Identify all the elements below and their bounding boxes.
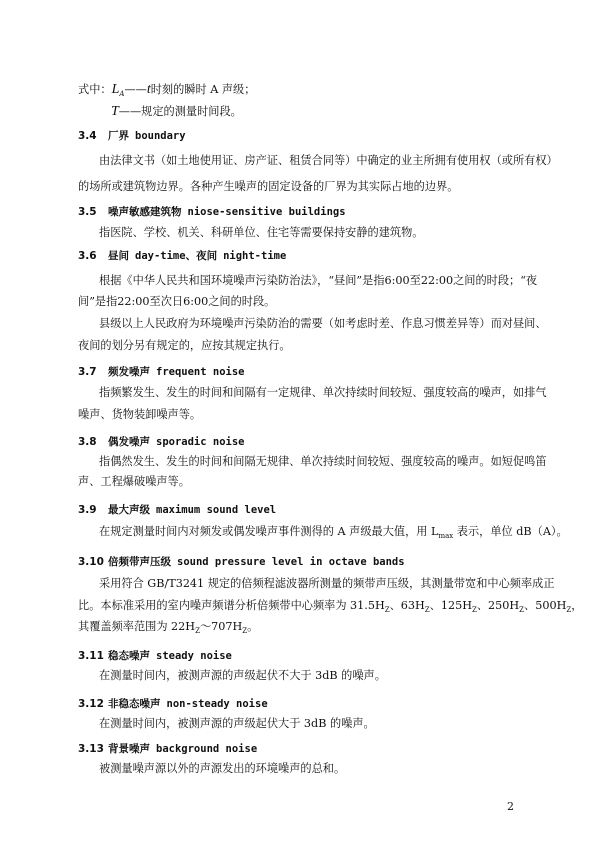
heading-en: steady noise — [156, 650, 232, 662]
heading-zh: 倍频带声压级 — [108, 556, 171, 568]
para-3-4-line1: 由法律文书（如土地使用证、房产证、租赁合同等）中确定的业主所拥有使用权（或所有权） — [99, 154, 558, 167]
heading-en: non-steady noise — [166, 698, 268, 710]
heading-3-12 — [78, 696, 268, 712]
text-run: 比。本标准采用的室内噪声频谱分析倍频带中心频率为 31.5H — [78, 599, 385, 612]
heading-zh: 噪声敏感建筑物 — [108, 206, 182, 218]
para-3-6-line2: 间”是指22:00至次日6:00之间的时段。 — [78, 295, 276, 308]
t-desc: ——规定的测量时间段。 — [118, 105, 242, 118]
heading-zh: 昼间 — [108, 250, 129, 262]
text-run: 其覆盖频率范围为 22H — [78, 620, 196, 633]
text-run: 在规定测量时间内对频发或偶发噪声事件测得的 A 声级最大值，用 L — [99, 525, 439, 538]
heading-number: 3.9 — [78, 504, 97, 516]
text-run: 、500H — [524, 599, 567, 612]
la-desc: 时刻的瞬时 A 声级； — [150, 83, 256, 96]
heading-zh: 最大声级 — [108, 504, 150, 516]
para-3-13-line1: 被测量噪声源以外的声源发出的环境噪声的总和。 — [99, 762, 346, 775]
la-subscript: A — [119, 90, 125, 99]
la-dash: —— — [124, 83, 147, 96]
heading-en: maximum sound level — [156, 504, 277, 516]
para-3-7-line2: 噪声、货物装卸噪声等。 — [78, 408, 202, 421]
heading-number: 3.6 — [78, 250, 97, 262]
heading-en: boundary — [135, 130, 186, 142]
heading-en-2: night-time — [223, 250, 287, 262]
heading-3-11 — [78, 648, 232, 664]
subscript-z: Z — [195, 627, 200, 636]
heading-zh-2: 夜间 — [196, 250, 218, 262]
para-3-9-line1 — [99, 524, 568, 544]
text-run: ， — [571, 599, 583, 612]
heading-number: 3.12 — [78, 698, 104, 710]
heading-3-9 — [78, 502, 276, 518]
para-3-11-line1: 在测量时间内，被测声源的声级起伏不大于 3dB 的噪声。 — [99, 669, 386, 682]
text-run: 表示，单位 dB（A）。 — [453, 525, 568, 538]
heading-number: 3.4 — [78, 130, 97, 142]
heading-zh: 稳态噪声 — [108, 650, 150, 662]
text-run: 、125H — [429, 599, 472, 612]
heading-number: 3.11 — [78, 650, 104, 662]
heading-3-7 — [78, 364, 245, 380]
heading-3-8 — [78, 434, 245, 450]
heading-en: niose-sensitive buildings — [187, 206, 346, 218]
subscript-z: Z — [242, 627, 248, 636]
heading-zh: 偶发噪声 — [108, 436, 150, 448]
para-3-8-line2: 声、工程爆破噪声等。 — [78, 475, 190, 488]
t-symbol: T — [111, 104, 119, 119]
para-3-6-line3: 县级以上人民政府为环境噪声污染防治的需要（如考虑时差、作息习惯差异等）而对昼间、 — [99, 317, 547, 330]
legend-prefix: 式中： — [78, 83, 112, 96]
heading-en: sound pressure level in octave bands — [177, 556, 405, 568]
heading-3-4 — [78, 128, 186, 144]
subscript-z: Z — [519, 606, 525, 615]
para-3-10-line1: 采用符合 GB/T3241 规定的倍频程滤波器所测量的频带声压级，其测量带宽和中心频率成正 — [99, 577, 555, 590]
heading-number: 3.8 — [78, 436, 97, 448]
heading-number: 3.13 — [78, 743, 104, 755]
heading-zh: 频发噪声 — [108, 366, 150, 378]
heading-sep: 、 — [185, 250, 197, 262]
text-run: 。 — [247, 620, 259, 633]
formula-legend-la — [78, 82, 540, 102]
heading-3-6 — [78, 248, 286, 264]
heading-number: 3.5 — [78, 206, 97, 218]
text-run: ～707H — [199, 620, 243, 633]
heading-zh: 背景噪声 — [108, 743, 150, 755]
para-3-7-line1: 指频繁发生、发生的时间和间隔有一定规律、单次持续时间较短、强度较高的噪声，如排气 — [99, 386, 547, 399]
para-3-5-line1: 指医院、学校、机关、科研单位、住宅等需要保持安静的建筑物。 — [99, 226, 424, 239]
heading-en: day-time — [135, 250, 186, 262]
heading-zh: 非稳态噪声 — [108, 698, 161, 710]
para-3-4-line2: 的场所或建筑物边界。各种产生噪声的固定设备的厂界为其实际占地的边界。 — [78, 180, 459, 193]
para-3-8-line1: 指偶然发生、发生的时间和间隔无规律、单次持续时间较短、强度较高的噪声。如短促鸣笛 — [99, 455, 547, 468]
subscript-max: max — [438, 532, 454, 541]
heading-en: sporadic noise — [156, 436, 245, 448]
heading-en: frequent noise — [156, 366, 245, 378]
page-number: 2 — [507, 800, 514, 813]
para-3-12-line1: 在测量时间内，被测声源的声级起伏大于 3dB 的噪声。 — [99, 717, 375, 730]
heading-zh: 厂界 — [108, 130, 129, 142]
subscript-z: Z — [471, 606, 477, 615]
la-symbol: L — [111, 82, 120, 97]
para-3-10-line2 — [78, 598, 583, 618]
la-t: t — [146, 82, 151, 97]
text-run: 、250H — [476, 599, 520, 612]
para-3-10-line3 — [78, 619, 540, 639]
subscript-z: Z — [424, 606, 430, 615]
para-3-6-line1: 根据《中华人民共和国环境噪声污染防治法》，“昼间”是指6:00至22:00之间的时段；“夜 — [99, 274, 538, 287]
heading-3-10 — [78, 554, 405, 570]
text-run: 、63H — [389, 599, 425, 612]
heading-en: background noise — [156, 743, 258, 755]
subscript-z: Z — [384, 606, 390, 615]
subscript-z: Z — [566, 606, 572, 615]
para-3-6-line4: 夜间的划分另有规定的，应按其规定执行。 — [78, 339, 291, 352]
heading-number: 3.7 — [78, 366, 97, 378]
heading-3-5 — [78, 204, 346, 220]
formula-legend-t — [111, 104, 540, 120]
heading-number: 3.10 — [78, 556, 104, 568]
heading-3-13 — [78, 741, 257, 757]
